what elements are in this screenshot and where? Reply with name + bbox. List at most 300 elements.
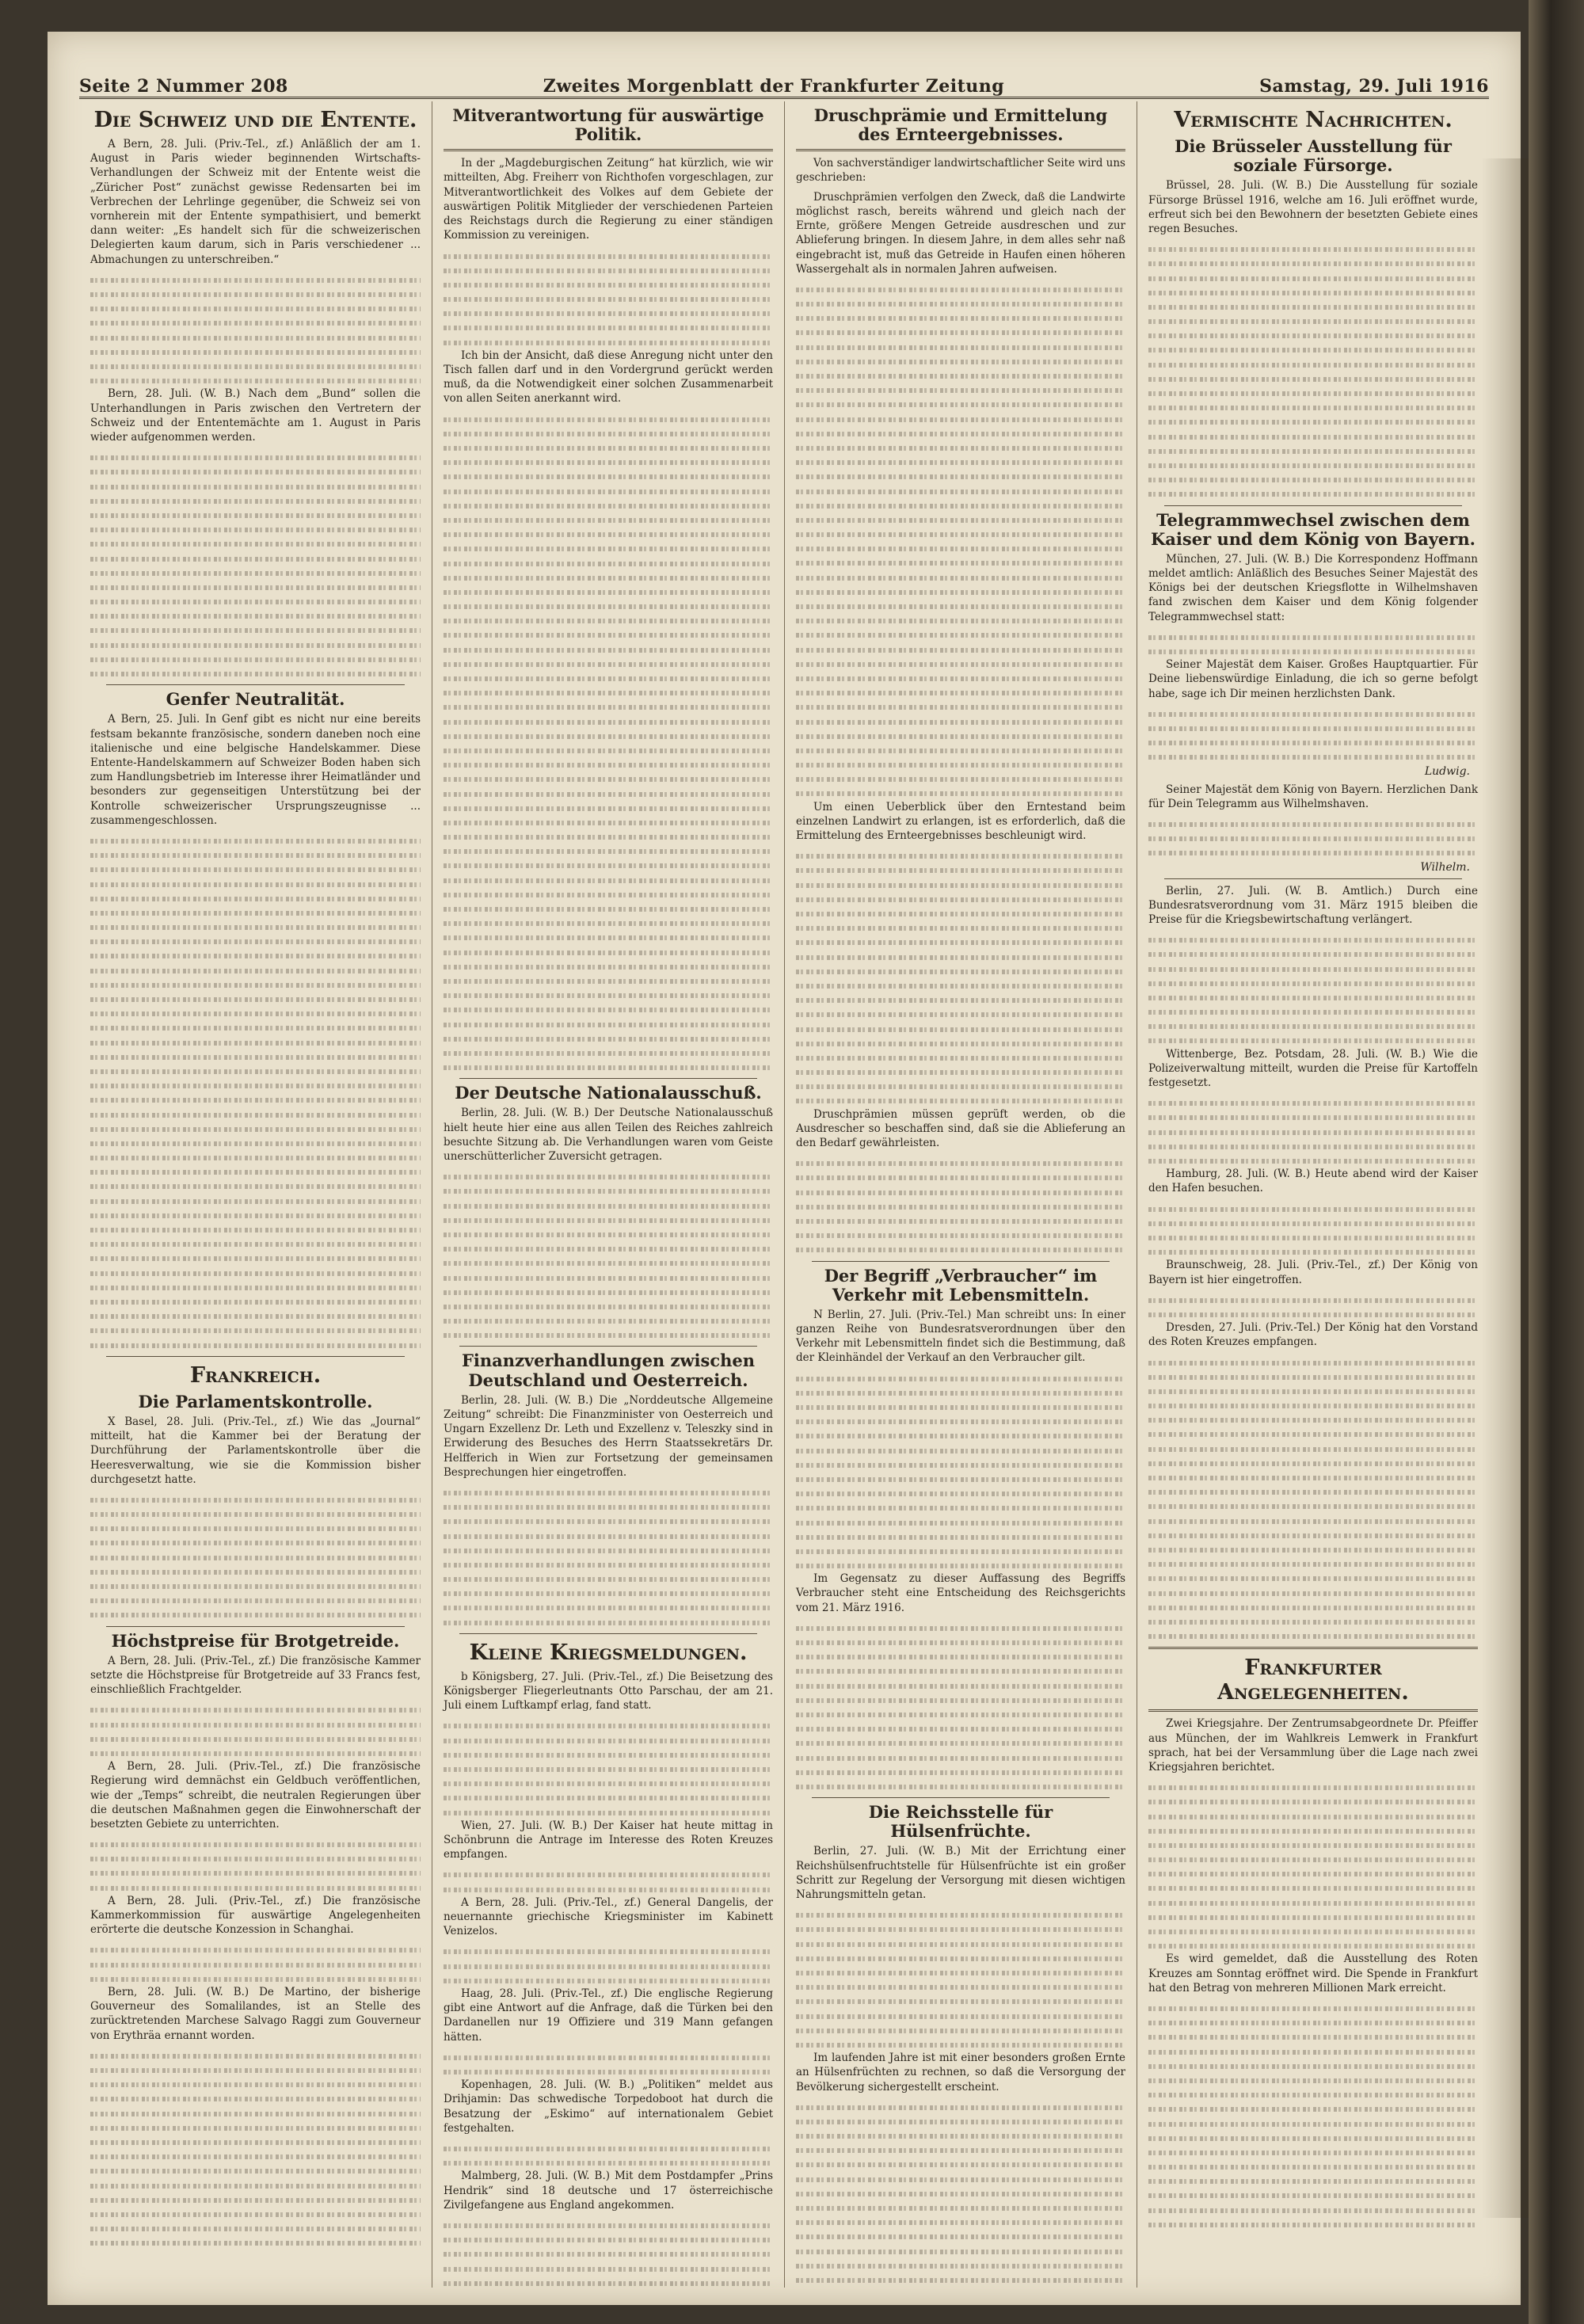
text-line [444,1881,773,1895]
text-line [1148,1851,1478,1865]
text-line [444,901,773,915]
text-line [1148,1032,1478,1046]
text-line [444,771,773,785]
text-line [444,440,773,454]
text-line [444,276,773,291]
text-line [444,319,773,333]
text-line [1148,2086,1478,2101]
article-paragraph: N Berlin, 27. Juli. (Priv.-Tel.) Man schreibt uns: In einer ganzen Reihe von Bundesratsverordnungen über den Verkehr mit Lebensmitteln findet sich die Bestimmung, daß der Kleinhändel der Verkauf an den Verbraucher gilt. [796,1308,1125,1365]
text-line [444,2261,773,2275]
text-line [796,2156,1125,2170]
article-paragraph: A Bern, 28. Juli. (Priv.-Tel., zf.) Die französische Kammer setzte die Höchstpreise für Brotgetreide auf 33 Francs fest, einschließlich Frachtgelder. [90,1654,421,1697]
headline-schweiz-entente: Die Schweiz und die Entente. [93,108,417,132]
divider [106,684,405,685]
text-line [90,2177,421,2192]
text-line [1148,1229,1478,1244]
text-line [1148,2187,1478,2201]
text-line [444,2246,773,2260]
text-line [796,1092,1125,1107]
text-line [444,425,773,440]
text-line [1148,1201,1478,1215]
text-line [796,2243,1125,2257]
article-paragraph: A Bern, 28. Juli. (Priv.-Tel., zf.) Anläßlich der am 1. August in Paris wieder beginnenden Wirtschafts-Verhandlungen der Schweiz mit der Entente weist die „Züricher Post“ zunächst gewisse Redensarten bei im Verbrechen der Lehrlinge gegenüber, die Schweiz sei von vornherein mit der Entente sympathisiert, und bemerkt dann weiter: „Es handelt sich für die schweizerischen Delegierten kaum darum, sich in Paris verschiedener ... Abmachungen zu unterschreiben.“ [90,138,421,266]
article-paragraph: Von sachverständiger landwirtschaftlicher Seite wird uns geschrieben: [796,157,1125,185]
text-line [1148,1556,1478,1570]
headline-reichsstelle-huelsenfruechte: Die Reichsstelle für Hülsenfrüchte. [868,1802,1053,1842]
divider [459,1346,757,1347]
text-line [444,1804,773,1819]
text-line [1148,2101,1478,2115]
text-line [1148,1354,1478,1369]
text-line [1148,1412,1478,1426]
text-line [796,1399,1125,1413]
text-line [796,742,1125,756]
text-line [1148,1837,1478,1851]
text-line [796,1907,1125,1921]
text-line [1148,2202,1478,2216]
text-line [1148,2044,1478,2058]
text-line [796,934,1125,948]
text-line [444,714,773,728]
text-line [1148,2216,1478,2231]
text-line [444,1556,773,1571]
text-line [90,1063,421,1077]
text-line [796,771,1125,785]
text-line [1148,371,1478,385]
text-line [796,339,1125,353]
text-line [444,800,773,814]
text-line [90,2234,421,2249]
article-paragraph: Druschprämien verfolgen den Zweck, daß die Landwirte möglichst rasch, bereits während und gleich nach der Ernte, größere Mengen Getreide ausdreschen und zur Ablieferung bringen. In diesem Jahre, in dem alles sehr naß eingebracht ist, muß das Getreide in Haufen einen höheren Wassergehalt als in normalen Jahren aufweisen. [796,190,1125,276]
text-line [796,497,1125,512]
text-line [90,1880,421,1894]
text-line [444,929,773,943]
text-line [1148,643,1478,657]
text-line [1148,1095,1478,1109]
text-line [90,551,421,565]
text-line [444,1001,773,1015]
text-line [796,598,1125,612]
text-line [796,483,1125,497]
text-line [90,1178,421,1192]
text-line [796,1471,1125,1485]
text-line [444,1226,773,1240]
text-line [444,512,773,526]
text-line [444,786,773,800]
text-line [90,478,421,493]
text-line [796,2099,1125,2113]
text-line [444,1747,773,1761]
text-line [1148,2029,1478,2043]
text-line [444,612,773,627]
text-line [1148,1215,1478,1229]
text-line [1148,1138,1478,1152]
text-line [90,1049,421,1063]
text-line [444,915,773,929]
text-line [796,1692,1125,1706]
text-line [1148,1865,1478,1880]
text-line [90,493,421,507]
text-line [1148,457,1478,471]
text-line [90,1865,421,1879]
text-line [1148,1527,1478,1541]
article-paragraph: Ich bin der Ansicht, daß diese Anregung nicht unter den Tisch fallen darf und in den Vordergrund gerückt werden muß, da die Notwendigkeit einer solchen Zusammenarbeit von allen Seiten anerkannt wird. [444,349,773,406]
text-line [1148,1793,1478,1808]
text-line [796,1543,1125,1557]
article-paragraph: Um einen Ueberblick über den Erntestand beim einzelnen Landwirt zu erlangen, ist es erforderlich, daß die Ermittelung des Ernteergebnisses beschleunigt wird. [796,800,1125,843]
text-line [90,1850,421,1865]
text-line [444,1240,773,1255]
text-line [796,2142,1125,2156]
text-line [1148,2116,1478,2130]
text-line [444,987,773,1001]
text-line [1148,341,1478,356]
text-line [796,353,1125,368]
text-line [90,1250,421,1264]
signature-ludwig: Ludwig. [1424,764,1470,778]
text-line [1148,1937,1478,1952]
headline-kriegsmeldungen: Kleine Kriegsmeldungen. [469,1640,748,1665]
text-line [444,1270,773,1284]
text-line [796,785,1125,799]
text-line [90,905,421,919]
text-line [444,1585,773,1599]
text-line [796,848,1125,862]
text-line [444,1513,773,1527]
text-line [444,973,773,987]
text-line [1148,299,1478,313]
text-line [444,872,773,886]
divider [106,1356,405,1357]
text-line [1148,413,1478,428]
text-line [90,1492,421,1506]
text-line [796,1620,1125,1634]
text-line [796,612,1125,627]
text-line [1148,975,1478,989]
text-line [90,2162,421,2177]
divider [1148,1709,1478,1712]
article-paragraph: Berlin, 28. Juli. (W. B.) Die „Norddeutsche Allgemeine Zeitung“ schreibt: Die Finanzminister von Oesterreich und Ungarn Exzellenz Dr. Leth und Exzellenz v. Teleszky sind in Erwiderung des Besuches des Herrn Staatssekretärs Dr. Helfferich in Wien zur Fortsetzung der gemeinsamen Besprechungen hier eingetroffen. [444,1393,773,1479]
text-line [796,728,1125,742]
text-line [1148,706,1478,720]
text-line [90,637,421,651]
headline-frankreich: Frankreich. [189,1362,322,1388]
text-line [1148,385,1478,399]
text-line [796,2228,1125,2242]
text-line [1148,284,1478,299]
text-line [1148,1383,1478,1397]
text-line [1148,2072,1478,2086]
text-line [1148,1880,1478,1894]
text-line [1148,932,1478,946]
text-line [90,1337,421,1351]
text-line [796,382,1125,396]
text-line [796,295,1125,310]
text-line [90,1308,421,1322]
text-line [444,1198,773,1212]
text-line [90,2090,421,2105]
text-line [796,2257,1125,2272]
text-line [444,526,773,540]
text-line [90,1149,421,1164]
text-line [1148,816,1478,830]
text-line [90,463,421,478]
running-header [79,73,1489,99]
text-line [796,1078,1125,1092]
text-line [1148,1909,1478,1923]
text-line [796,1557,1125,1572]
text-line [90,947,421,962]
text-line [90,1077,421,1092]
article-paragraph: Berlin, 28. Juli. (W. B.) Der Deutsche Nationalausschuß hielt heute hier eine aus allen Teilen des Reiches zahlreich besuchte Sitzung ab. Die Verhandlungen waren vom Geiste unerschütterlicher Zuversicht getragen. [444,1107,773,1163]
text-line [796,1457,1125,1471]
text-line [444,2049,773,2063]
text-line [90,2220,421,2234]
text-line [1148,1498,1478,1512]
article-paragraph: In der „Magdeburgischen Zeitung“ hat kürzlich, wie wir mitteilten, Abg. Freiherr von Richthofen vorgeschlagen, zur Mitverantwortlichkeit des Volkes auf dem Gebiete der auswärtigen Politik Mitglieder der verschiedenen Parteien des Reichstags durch die Regierung zu einer ständigen Kommission zu vereinigen. [444,157,773,242]
text-line [90,1549,421,1564]
text-line [796,1529,1125,1543]
text-line [1148,1369,1478,1383]
text-line [1148,1923,1478,1937]
text-line [796,2022,1125,2036]
article-paragraph: Berlin, 27. Juli. (W. B.) Mit der Errichtung einer Reichshülsenfruchtstelle für Hülsenfrüchte ist ein großer Schritt zur Regelung der Versorgung mit diesen wichtigen Nahrungsmitteln getan. [796,1845,1125,1902]
text-line [444,2140,773,2154]
text-line [90,1092,421,1106]
text-line [444,958,773,973]
article-paragraph: A Bern, 28. Juli. (Priv.-Tel., zf.) Die französische Regierung wird demnächst ein Geldbuch veröffentlichen, wie der „Temps“ schreibt, die neutralen Regierungen über die deutschen Maßnahmen gegen die Einwohnerschaft der besetzten Gebiete zu unterrichten. [90,1760,421,1831]
text-line [796,2214,1125,2228]
text-line [90,1941,421,1956]
divider [106,1626,405,1627]
text-line [796,512,1125,526]
text-line [444,584,773,598]
text-line [1148,629,1478,643]
text-line [796,1950,1125,1964]
text-line [1148,471,1478,486]
text-line [1148,1599,1478,1613]
text-line [444,555,773,570]
text-line [796,1035,1125,1050]
text-line [1148,1469,1478,1484]
text-line [1148,1779,1478,1793]
text-line [90,2120,421,2134]
text-line [444,843,773,857]
text-line [90,876,421,890]
text-line [1148,356,1478,371]
column-4 [1137,101,1489,2288]
text-line [796,281,1125,295]
text-line [796,2036,1125,2051]
text-line [1148,399,1478,413]
text-line [444,468,773,482]
text-line [1148,946,1478,960]
text-line [1148,1513,1478,1527]
text-line [1148,1306,1478,1320]
text-line [444,742,773,756]
text-line [1148,1152,1478,1167]
text-line [90,1564,421,1578]
text-line [796,368,1125,382]
text-line [90,1506,421,1520]
text-line [90,962,421,977]
text-line [444,1298,773,1312]
text-line [90,2134,421,2148]
text-line [90,1716,421,1731]
text-line [796,2113,1125,2128]
divider [796,149,1125,151]
column-1 [79,101,432,2288]
article-paragraph: Im Gegensatz zu dieser Auffassung des Begriffs Verbraucher steht eine Entscheidung des Reichsgerichts vom 21. März 1916. [796,1572,1125,1614]
text-line [796,1678,1125,1692]
text-line [90,1534,421,1549]
divider [444,149,773,151]
article-paragraph: Kopenhagen, 28. Juli. (W. B.) „Politiken“ meldet aus Drihjamin: Das schwedische Torpedoboot hat durch die Besatzung der „Eskimo“ auf internationalem Gebiet festgehalten. [444,2078,773,2135]
article-paragraph: X Basel, 28. Juli. (Priv.-Tel., zf.) Wie das „Journal“ mitteilt, hat die Kammer bei der Beratung der Durchführung der Parlamentskontrolle über die Heeresverwaltung, wie sie die Kommission bisher durchgesetzt hatte. [90,1415,421,1486]
text-line [90,991,421,1005]
text-line [90,1164,421,1178]
headline-druschpraemie: Druschprämie und Ermittelung des Ernteergebnisses. [813,105,1108,145]
text-line [796,540,1125,554]
text-line [444,1528,773,1542]
text-line [444,1045,773,1059]
text-line [90,1279,421,1293]
text-line [1148,844,1478,859]
article-paragraph: Bern, 28. Juli. (W. B.) De Martino, der bisherige Gouverneur des Somalilandes, ist an Stelle des zurücktretenden Marchese Salvago Raggi zum Gouverneur von Erythräa ernannt worden. [90,1986,421,2042]
text-line [444,684,773,699]
text-line [796,656,1125,670]
text-line [796,411,1125,425]
divider [459,1633,757,1634]
text-line [444,1789,773,1804]
text-line [90,1322,421,1336]
text-line [1148,255,1478,269]
text-line [444,2231,773,2246]
divider [812,1261,1110,1262]
article-paragraph: Brüssel, 28. Juli. (W. B.) Die Ausstellung für soziale Fürsorge Brüssel 1916, welche am 16. Juli eröffnet wurde, erfreut sich bei den Bewohnern der besetzten Gebiete eines regen Besuches. [1148,179,1478,235]
text-line [90,286,421,300]
text-line [796,1735,1125,1749]
text-line [444,699,773,713]
headline-vermischte-nachrichten: Vermischte Nachrichten. [1174,108,1453,132]
text-line [444,627,773,641]
text-line [444,291,773,305]
text-line [444,570,773,584]
divider [1164,878,1462,879]
divider [459,1078,757,1079]
text-line [90,272,421,286]
text-line [444,1059,773,1073]
text-line [90,1221,421,1236]
text-line [444,1168,773,1183]
text-line [796,949,1125,963]
text-line [90,1019,421,1034]
text-line [796,963,1125,977]
text-line [796,627,1125,641]
text-line [796,1936,1125,1950]
text-line [444,728,773,742]
text-line [444,1284,773,1298]
text-line [90,1701,421,1716]
text-line [90,1107,421,1121]
text-line [444,497,773,512]
article-paragraph: Im laufenden Jahre ist mit einer besonders großen Ernte an Hülsenfrüchten zu rechnen, so daß die Versorgung der Bevölkerung sichergestellt erscheint. [796,2052,1125,2094]
text-line [796,1706,1125,1720]
text-line [796,310,1125,324]
text-line [90,314,421,329]
header-page-number: Seite 2 Nummer 208 [79,76,288,97]
text-line [444,670,773,684]
divider [1148,1647,1478,1649]
text-line [90,919,421,933]
text-line [1148,1585,1478,1599]
text-line [90,300,421,314]
text-line [796,2272,1125,2286]
article-paragraph: A Bern, 28. Juli. (Priv.-Tel., zf.) Die französische Kammerkommission für auswärtige Angelegenheiten erörterte die deutsche Konzession in Schanghai. [90,1894,421,1937]
article-paragraph: Wien, 27. Juli. (W. B.) Der Kaiser hat heute mittag in Schönbrunn die Antrage im Interesse des Roten Kreuzes empfangen. [444,1819,773,1861]
headline-mitverantwortung: Mitverantwortung für auswärtige Politik. [452,105,764,145]
text-line [1148,1455,1478,1469]
text-line [796,425,1125,440]
text-line [444,1571,773,1585]
text-line [796,642,1125,656]
text-line [1148,1004,1478,1018]
text-line [1148,1541,1478,1556]
text-line [796,454,1125,468]
text-line [90,358,421,372]
text-line [444,1717,773,1732]
text-line [90,344,421,358]
text-line [1148,1570,1478,1584]
text-line [90,1135,421,1149]
text-line [1148,1292,1478,1306]
binding-spine [1529,0,1584,2324]
text-line [444,411,773,425]
text-line [796,440,1125,454]
text-line [796,554,1125,569]
text-line [1148,327,1478,341]
text-line [444,1183,773,1197]
text-line [796,2128,1125,2142]
text-line [444,1775,773,1789]
text-line [444,814,773,829]
text-line [444,1031,773,1045]
article-paragraph: Haag, 28. Juli. (Priv.-Tel., zf.) Die englische Regierung gibt eine Antwort auf die Anfrage, daß die Türken bei den Dardanellen nur 19 Offiziere und 319 Mann gefangen hätten. [444,1987,773,2044]
text-line [90,1745,421,1759]
text-line [796,2008,1125,2022]
text-line [1148,270,1478,284]
text-line [90,593,421,608]
text-line [444,1866,773,1880]
text-line [796,396,1125,410]
text-line [444,1542,773,1556]
text-line [1148,443,1478,457]
article-paragraph: b Königsberg, 27. Juli. (Priv.-Tel., zf.) Die Beisetzung des Königsberger Fliegerleutnants Otto Parschau, der am 21. Juli einem Luftkampf erlag, fand statt. [444,1670,773,1713]
article-paragraph: Malmberg, 28. Juli. (W. B.) Mit dem Postdampfer „Prins Hendrik“ sind 18 deutsche und 17 österreichische Zivilgefangene aus England angekommen. [444,2170,773,2212]
text-line [444,1958,773,1972]
text-line [90,1606,421,1621]
text-line [796,2185,1125,2200]
subhead-bruesseler-ausstellung: Die Brüsseler Ausstellung für soziale Fürsorge. [1175,136,1452,176]
text-line [796,1720,1125,1735]
text-line [796,1648,1125,1663]
text-line [444,262,773,276]
text-line [1148,1426,1478,1440]
headline-hoechstpreise: Höchstpreise für Brotgetreide. [111,1630,400,1651]
text-line [796,1241,1125,1255]
text-line [444,1499,773,1513]
text-line [90,1005,421,1019]
